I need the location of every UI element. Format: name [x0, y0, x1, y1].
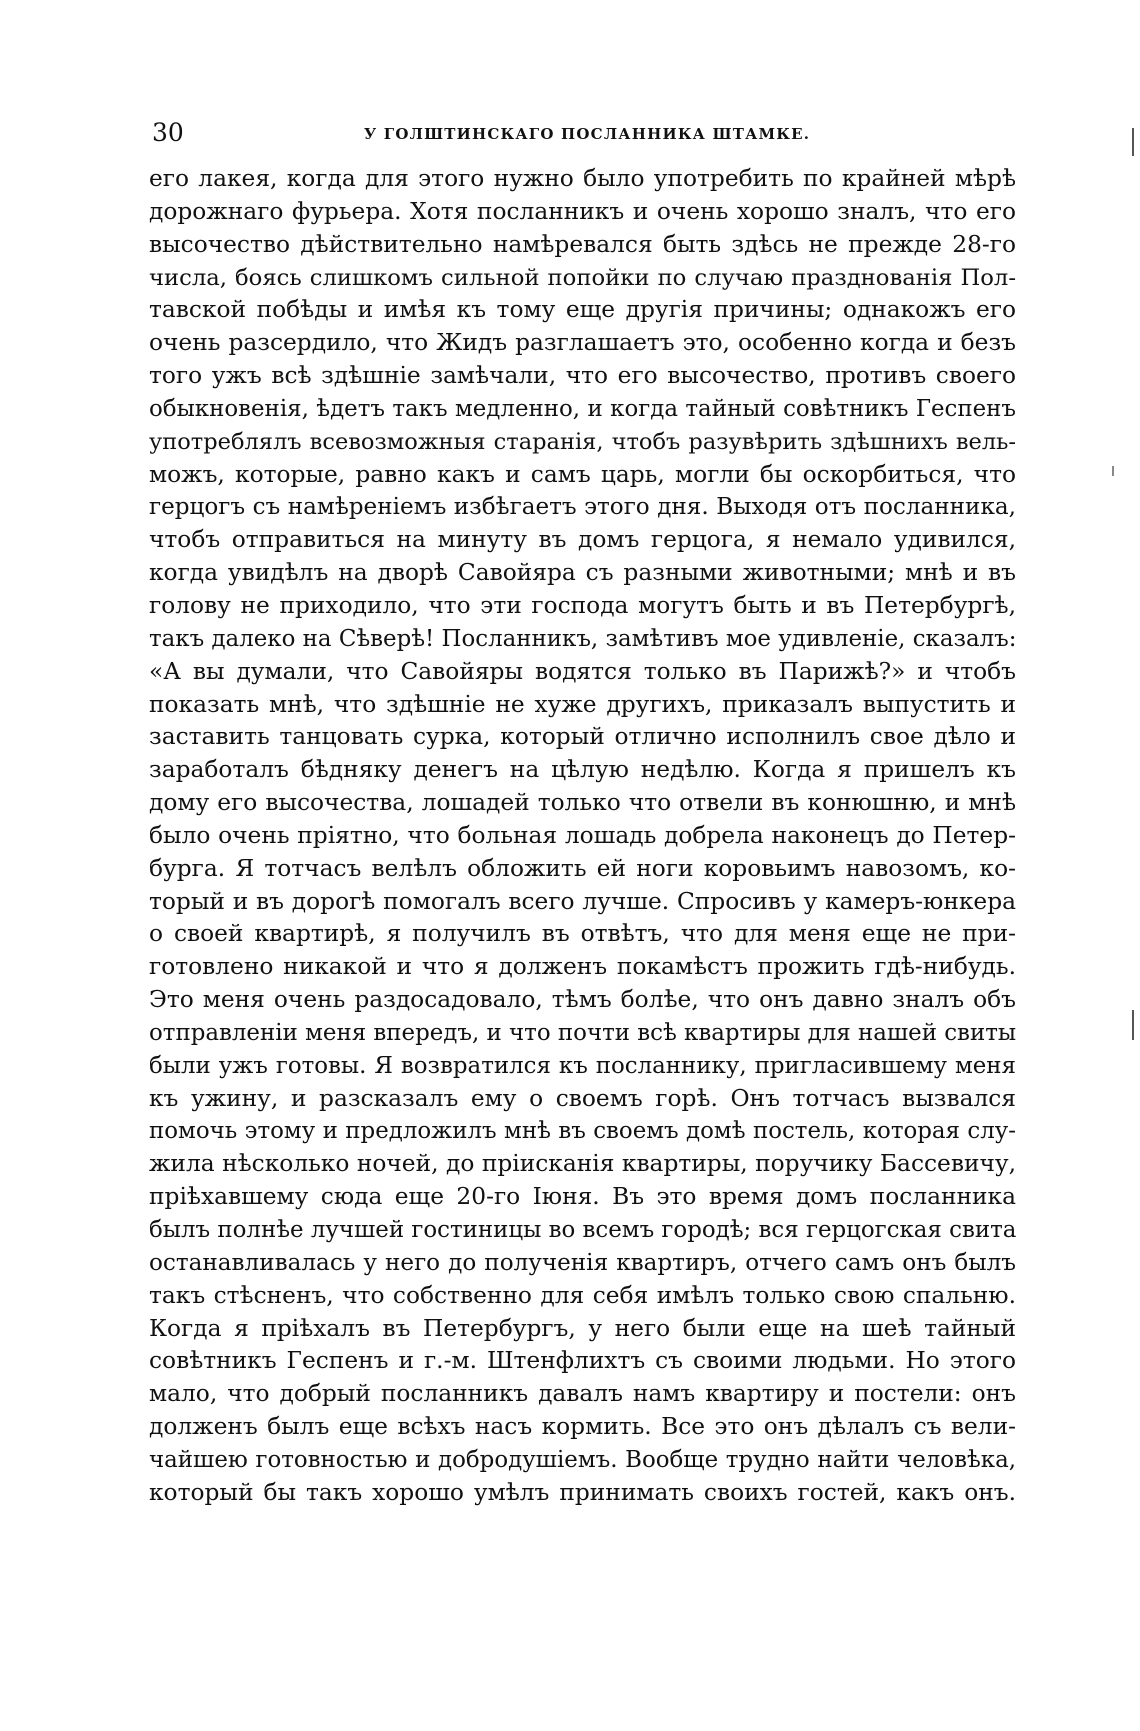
text-line: того ужъ всѣ здѣшніе замѣчали, что его высочество, противъ своего [149, 362, 1016, 390]
text-line: дому его высочества, лошадей только что отвели въ конюшню, и мнѣ [149, 789, 1016, 817]
running-head-title: У ГОЛШТИНСКАГО ПОСЛАННИКА ШТАМКЕ. [364, 125, 811, 143]
text-line: былъ полнѣе лучшей гостиницы во всемъ городѣ; вся герцогская свита [149, 1217, 1016, 1243]
text-line: высочество дѣйствительно намѣревался быть здѣсь не прежде 28-го [149, 230, 1016, 258]
text-line: чайшею готовностью и добродушіемъ. Вообще трудно найти человѣка, [149, 1446, 1016, 1473]
text-line: чтобъ отправиться на минуту въ домъ герцога, я немало удивился, [149, 526, 1016, 554]
text-line: который бы такъ хорошо умѣлъ принимать своихъ гостей, какъ онъ. [149, 1478, 1016, 1506]
text-line: было очень пріятно, что больная лошадь добрела наконецъ до Петер- [149, 821, 1016, 849]
text-line: мало, что добрый посланникъ давалъ намъ квартиру и постели: онъ [149, 1380, 1016, 1408]
text-line: Это меня очень раздосадовало, тѣмъ болѣе, что онъ давно зналъ объ [149, 986, 1016, 1014]
text-line: тавской побѣды и имѣя къ тому еще другія причины; однакожъ его [149, 296, 1016, 324]
text-line: къ ужину, и разсказалъ ему о своемъ горѣ. Онъ тотчасъ вызвался [149, 1084, 1016, 1112]
text-line: бурга. Я тотчасъ велѣлъ обложить ей ноги коровьимъ навозомъ, ко- [149, 854, 1016, 882]
text-line: такъ далеко на Сѣверѣ! Посланникъ, замѣтивъ мое удивленіе, сказалъ: [149, 625, 1016, 652]
scan-edge-mark [1132, 1010, 1134, 1040]
text-line: очень разсердило, что Жидъ разглашаетъ это, особенно когда и безъ [149, 329, 1016, 357]
text-line: жила нѣсколько ночей, до пріисканія квартиры, поручику Бассевичу, [149, 1150, 1016, 1178]
text-line: его лакея, когда для этого нужно было употребить по крайней мѣрѣ [149, 165, 1016, 192]
text-line: голову не приходило, что эти господа могутъ быть и въ Петербургѣ, [149, 591, 1016, 619]
text-line: торый и въ дорогѣ помогалъ всего лучше. Спросивъ у камеръ-юнкера [149, 887, 1016, 915]
text-line: «А вы думали, что Савойяры водятся только въ Парижѣ?» и чтобъ [149, 657, 1016, 685]
scan-edge-mark [1132, 128, 1134, 156]
text-line: когда увидѣлъ на дворѣ Савойяра съ разными животными; мнѣ и въ [149, 559, 1016, 587]
text-line: можъ, которые, равно какъ и самъ царь, могли бы оскорбиться, что [149, 460, 1016, 488]
scan-edge-mark [1112, 466, 1114, 476]
text-line: Когда я пріѣхалъ въ Петербургъ, у него были еще на шеѣ тайный [149, 1314, 1016, 1342]
text-line: заставить танцовать сурка, который отлично исполнилъ свое дѣло и [149, 723, 1016, 751]
running-head [152, 118, 1032, 148]
page-number: 30 [152, 118, 184, 147]
text-line: отправленіи меня впередъ, и что почти всѣ квартиры для нашей свиты [149, 1019, 1016, 1046]
text-line: герцогъ съ намѣреніемъ избѣгаетъ этого дня. Выходя отъ посланника, [149, 494, 1016, 521]
text-line: долженъ былъ еще всѣхъ насъ кормить. Все это онъ дѣлалъ съ вели- [149, 1413, 1016, 1441]
text-line: о своей квартирѣ, я получилъ въ отвѣтъ, что для меня еще не при- [149, 920, 1016, 948]
text-line: обыкновенія, ѣдетъ такъ медленно, и когда тайный совѣтникъ Геспенъ [149, 395, 1016, 422]
text-line: пріѣхавшему сюда еще 20-го Іюня. Въ это время домъ посланника [149, 1183, 1016, 1211]
text-line: такъ стѣсненъ, что собственно для себя имѣлъ только свою спальню. [149, 1281, 1016, 1309]
body-text [149, 163, 1016, 1510]
text-line: готовлено никакой и что я долженъ покамѣстъ прожить гдѣ-нибудь. [149, 953, 1016, 981]
text-line: употреблялъ всевозможныя старанія, чтобъ разувѣрить здѣшнихъ вель- [149, 428, 1016, 455]
text-line: помочь этому и предложилъ мнѣ въ своемъ домѣ постель, которая слу- [149, 1118, 1016, 1145]
text-line: дорожнаго фурьера. Хотя посланникъ и очень хорошо зналъ, что его [149, 197, 1016, 225]
text-line: заработалъ бѣдняку денегъ на цѣлую недѣлю. Когда я пришелъ къ [149, 756, 1016, 784]
text-line: были ужъ готовы. Я возвратился къ посланнику, пригласившему меня [149, 1052, 1016, 1079]
text-line: совѣтникъ Геспенъ и г.-м. Штенфлихтъ съ своими людьми. Но этого [149, 1347, 1016, 1375]
text-line: останавливалась у него до полученія квартиръ, отчего самъ онъ былъ [149, 1249, 1016, 1276]
text-line: показать мнѣ, что здѣшніе не хуже другихъ, приказалъ выпустить и [149, 690, 1016, 718]
text-line: числа, боясь слишкомъ сильной попойки по случаю празднованія Пол- [149, 264, 1016, 291]
